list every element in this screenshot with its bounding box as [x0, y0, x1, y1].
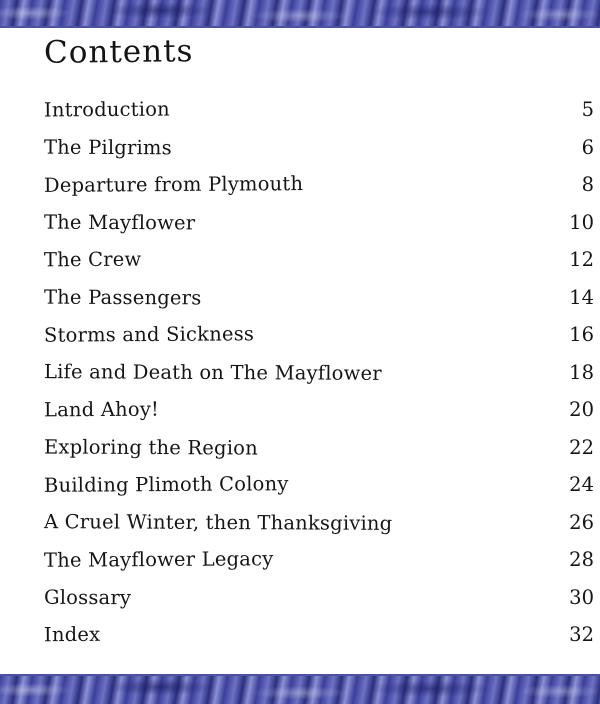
- toc-entry-mayflower-legacy[interactable]: [44, 548, 594, 586]
- toc-entry-the-passengers[interactable]: [44, 286, 594, 324]
- toc-entry-title: Glossary: [43, 585, 132, 609]
- bottom-decorative-band: [0, 676, 600, 704]
- toc-entry-page: 10: [569, 210, 594, 234]
- toc-entry-title: Departure from Plymouth: [43, 172, 304, 197]
- toc-entry-page: 32: [569, 623, 594, 646]
- toc-entry-page: 30: [569, 585, 594, 609]
- toc-entry-the-crew[interactable]: [44, 248, 594, 286]
- toc-entry-the-pilgrims[interactable]: [44, 136, 594, 174]
- toc-entry-title: Building Plimoth Colony: [43, 472, 289, 497]
- top-decorative-band: [0, 0, 600, 26]
- toc-entry-page: 5: [581, 98, 594, 121]
- toc-entry-departure-from-plymouth[interactable]: [44, 173, 594, 211]
- toc-entry-glossary[interactable]: [44, 586, 594, 624]
- toc-entry-page: 22: [569, 435, 594, 459]
- toc-entry-page: 24: [569, 473, 594, 496]
- toc-entry-page: 20: [569, 398, 594, 421]
- toc-entry-title: The Mayflower: [43, 210, 196, 234]
- toc-entry-title: Land Ahoy!: [43, 397, 160, 422]
- toc-entry-building-plimoth-colony[interactable]: [44, 473, 594, 511]
- table-of-contents: [44, 98, 594, 661]
- toc-entry-page: 18: [569, 360, 594, 384]
- toc-entry-the-mayflower[interactable]: [44, 211, 594, 249]
- toc-entry-page: 12: [569, 248, 594, 271]
- toc-entry-life-and-death[interactable]: [44, 361, 594, 399]
- toc-entry-title: Exploring the Region: [43, 434, 258, 460]
- toc-entry-title: The Passengers: [43, 285, 202, 309]
- toc-entry-index[interactable]: [44, 623, 594, 661]
- toc-entry-exploring-the-region[interactable]: [44, 436, 594, 474]
- toc-entry-title: Index: [43, 622, 101, 647]
- toc-entry-storms-and-sickness[interactable]: [44, 323, 594, 361]
- toc-entry-page: 6: [581, 135, 594, 159]
- toc-entry-title: The Mayflower Legacy: [43, 547, 274, 572]
- toc-entry-page: 16: [569, 323, 594, 346]
- toc-entry-introduction[interactable]: [44, 98, 594, 136]
- page-title: Contents: [43, 33, 194, 71]
- toc-entry-page: 8: [581, 173, 594, 196]
- top-band-edge: [0, 26, 600, 28]
- toc-entry-title: Life and Death on The Mayflower: [43, 359, 382, 385]
- toc-entry-title: The Pilgrims: [43, 135, 172, 159]
- toc-entry-title: A Cruel Winter, then Thanksgiving: [43, 509, 393, 535]
- toc-entry-land-ahoy[interactable]: [44, 398, 594, 436]
- toc-entry-page: 26: [569, 510, 594, 534]
- toc-entry-title: Introduction: [43, 97, 170, 122]
- toc-entry-page: 28: [569, 548, 594, 571]
- toc-entry-page: 14: [569, 285, 594, 309]
- toc-entry-title: The Crew: [43, 247, 142, 272]
- toc-entry-cruel-winter[interactable]: [44, 511, 594, 549]
- toc-entry-title: Storms and Sickness: [43, 322, 255, 347]
